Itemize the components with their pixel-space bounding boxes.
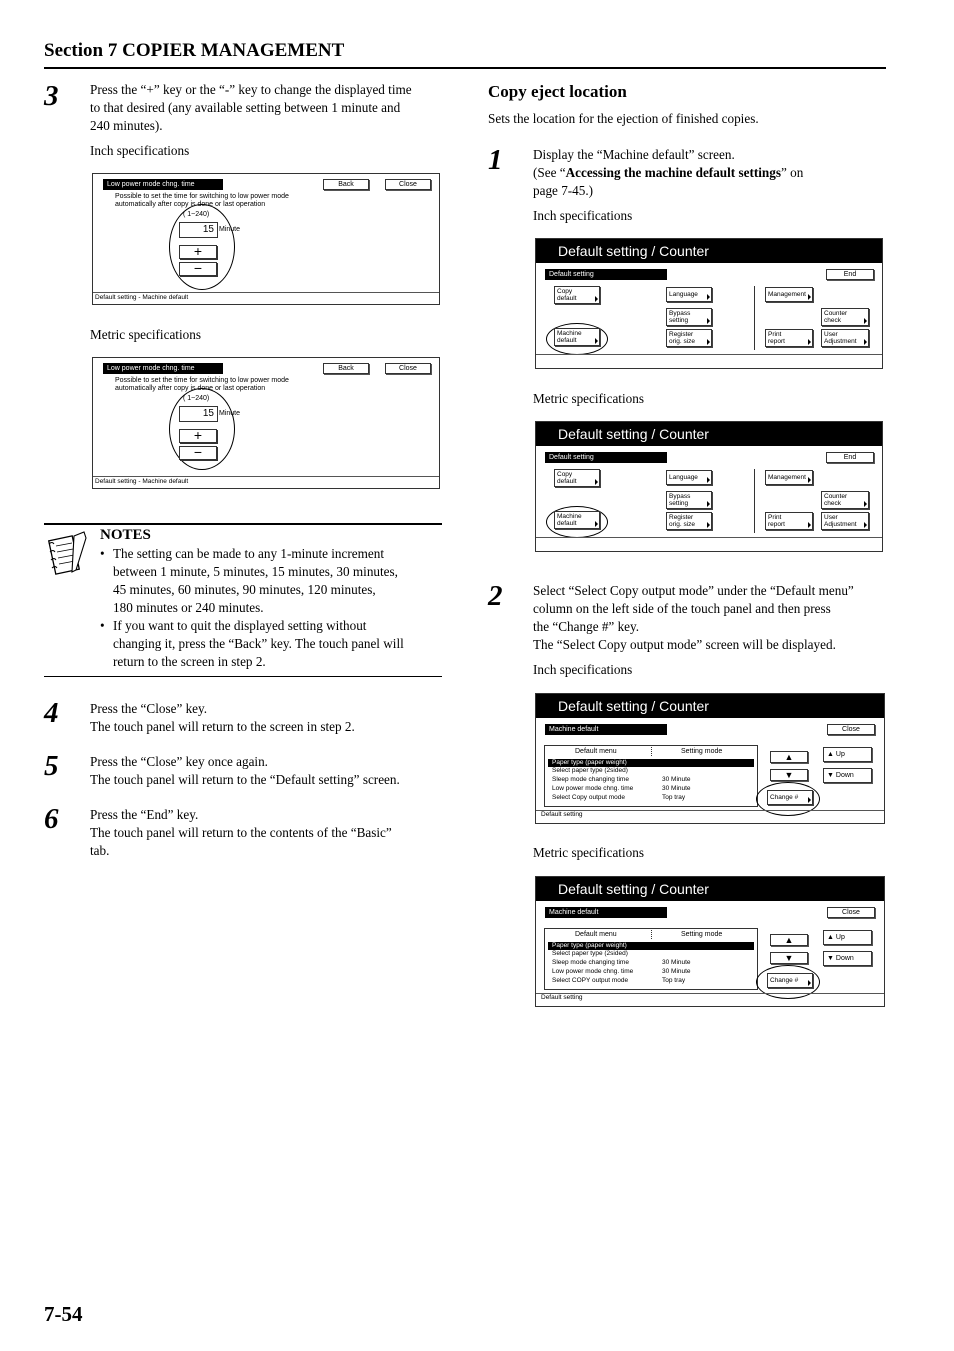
metric-spec-label: Metric specifications xyxy=(533,845,644,860)
close-button[interactable]: Close xyxy=(827,907,875,918)
menu-row[interactable]: Select Copy output mode Top tray xyxy=(552,794,686,801)
default-setting-screen-metric xyxy=(535,421,883,552)
low-power-screen-metric xyxy=(92,357,440,489)
footer-rule xyxy=(93,476,439,477)
section-header: Section 7 COPIER MANAGEMENT xyxy=(44,40,345,61)
change-button[interactable]: Change # xyxy=(767,973,813,988)
copy-default-key[interactable]: Copy default xyxy=(554,469,600,487)
inch-spec-label: Inch specifications xyxy=(533,662,633,677)
counter-check-key[interactable]: Counter check xyxy=(821,491,869,509)
end-button[interactable]: End xyxy=(826,452,874,463)
default-menu-list xyxy=(544,928,758,990)
screen-banner: Default setting / Counter xyxy=(536,694,884,718)
step-1-number: 1 xyxy=(488,144,503,176)
step-6-number: 6 xyxy=(44,803,59,835)
step-3-text: Press the “+” key or the “-” key to change the displayed time to that desired (any available setting between 1 minute and 240 minutes). xyxy=(90,82,412,133)
footer-rule xyxy=(93,292,439,293)
step-5-text: Press the “Close” key once again. The touch panel will return to the “Default setting” screen. xyxy=(90,754,400,787)
description-line-1: Possible to set the time for switching to low power mode xyxy=(115,377,289,384)
change-button[interactable]: Change # xyxy=(767,790,813,805)
footer-rule xyxy=(536,354,882,355)
down-triangle-icon: ▼ xyxy=(827,955,834,962)
menu-row[interactable]: Paper type (paper weight) xyxy=(548,759,754,767)
description-line-2: automatically after copy is done or last operation xyxy=(115,385,266,392)
divider xyxy=(754,286,755,350)
default-setting-screen-inch xyxy=(535,238,883,369)
menu-row[interactable]: Low power mode chng. time 30 Minute xyxy=(552,968,691,975)
menu-row[interactable]: Sleep mode changing time 30 Minute xyxy=(552,776,691,783)
machine-default-screen-metric xyxy=(535,876,885,1007)
up-button[interactable]: ▲ Up xyxy=(823,747,872,762)
machine-default-screen-inch xyxy=(535,693,885,824)
notes-title: NOTES xyxy=(100,527,151,543)
up-triangle-icon: ▲ xyxy=(827,751,834,758)
screen-banner: Default setting / Counter xyxy=(536,877,884,901)
user-adjustment-key[interactable]: User Adjustment xyxy=(821,329,869,347)
back-button[interactable]: Back xyxy=(323,179,369,190)
close-button[interactable]: Close xyxy=(385,179,431,190)
column-separator xyxy=(651,747,652,756)
print-report-key[interactable]: Print report xyxy=(765,512,813,530)
menu-row[interactable]: Select paper type (2sided) xyxy=(552,950,628,957)
bypass-setting-key[interactable]: Bypass setting xyxy=(666,308,712,326)
back-button[interactable]: Back xyxy=(323,363,369,374)
footer-rule xyxy=(536,993,884,994)
close-button[interactable]: Close xyxy=(385,363,431,374)
setting-mode-header: Setting mode xyxy=(681,931,723,938)
inch-spec-label: Inch specifications xyxy=(90,143,190,158)
section-title: Copy eject location xyxy=(488,82,627,101)
end-button[interactable]: End xyxy=(826,269,874,280)
step-6-text: Press the “End” key. The touch panel will return to the contents of the “Basic” tab. xyxy=(90,807,392,858)
step-2-number: 2 xyxy=(488,580,503,612)
metric-spec-label: Metric specifications xyxy=(533,391,644,406)
notes-top-rule xyxy=(44,523,442,525)
plus-button[interactable]: + xyxy=(179,245,217,259)
time-value-display: 15 xyxy=(179,406,218,422)
divider xyxy=(754,469,755,533)
screen-banner: Default setting / Counter xyxy=(536,422,882,446)
description-line-2: automatically after copy is done or last operation xyxy=(115,201,266,208)
description-line-1: Possible to set the time for switching to low power mode xyxy=(115,193,289,200)
language-key[interactable]: Language xyxy=(666,287,712,302)
screen-footer: Default setting - Machine default xyxy=(95,478,189,485)
screen-footer: Default setting xyxy=(541,811,583,818)
down-button[interactable]: ▼ Down xyxy=(823,951,872,966)
screen-title-bar: Machine default xyxy=(545,907,667,918)
machine-default-key[interactable]: Machine default xyxy=(554,511,600,529)
menu-row[interactable]: Low power mode chng. time 30 Minute xyxy=(552,785,691,792)
screen-title-bar: Low power mode chng. time xyxy=(103,179,223,190)
step-1-text: Display the “Machine default” screen. (See “Accessing the machine default settings” on page 7-45.) xyxy=(533,147,804,198)
register-orig-size-key[interactable]: Register orig. size xyxy=(666,512,712,530)
minus-button[interactable]: − xyxy=(179,262,217,276)
screen-title-bar: Default setting xyxy=(545,452,667,463)
up-button[interactable]: ▲ Up xyxy=(823,930,872,945)
machine-default-key[interactable]: Machine default xyxy=(554,328,600,346)
menu-row[interactable]: Sleep mode changing time 30 Minute xyxy=(552,959,691,966)
down-button[interactable]: ▼ Down xyxy=(823,768,872,783)
menu-row[interactable]: Select paper type (2sided) xyxy=(552,767,628,774)
scroll-down-arrow-icon[interactable]: ▼ xyxy=(770,952,808,964)
time-value-display: 15 xyxy=(179,222,218,238)
notes-bottom-rule xyxy=(44,676,442,677)
notes-list xyxy=(100,545,445,671)
default-menu-header: Default menu xyxy=(575,748,617,755)
scroll-up-arrow-icon[interactable]: ▲ xyxy=(770,751,808,763)
default-menu-header: Default menu xyxy=(575,931,617,938)
screen-title-bar: Machine default xyxy=(545,724,667,735)
copy-default-key[interactable]: Copy default xyxy=(554,286,600,304)
counter-check-key[interactable]: Counter check xyxy=(821,308,869,326)
management-key[interactable]: Management xyxy=(765,287,813,302)
unit-label: Minute xyxy=(219,226,241,233)
screen-footer: Default setting - Machine default xyxy=(95,294,189,301)
scroll-up-arrow-icon[interactable]: ▲ xyxy=(770,934,808,946)
screen-banner: Default setting / Counter xyxy=(536,239,882,263)
menu-row[interactable]: Paper type (paper weight) xyxy=(548,942,754,950)
screen-title-bar: Default setting xyxy=(545,269,667,280)
register-orig-size-key[interactable]: Register orig. size xyxy=(666,329,712,347)
range-label: ( 1~240) xyxy=(183,211,210,218)
step-4-number: 4 xyxy=(44,697,59,729)
metric-spec-label: Metric specifications xyxy=(90,327,201,342)
down-triangle-icon: ▼ xyxy=(827,772,834,779)
step-5-number: 5 xyxy=(44,750,59,782)
range-label: ( 1~240) xyxy=(183,395,210,402)
plus-button[interactable]: + xyxy=(179,429,217,443)
print-report-key[interactable]: Print report xyxy=(765,329,813,347)
step-2-text: Select “Select Copy output mode” under the “Default menu” column on the left side of the touch panel and then press the “Change #” key. The “Select Copy output mode” screen will be displayed. xyxy=(533,583,854,652)
footer-rule xyxy=(536,810,884,811)
bypass-setting-key[interactable]: Bypass setting xyxy=(666,491,712,509)
up-triangle-icon: ▲ xyxy=(827,934,834,941)
low-power-screen-inch xyxy=(92,173,440,305)
setting-mode-header: Setting mode xyxy=(681,748,723,755)
scroll-down-arrow-icon[interactable]: ▼ xyxy=(770,769,808,781)
management-key[interactable]: Management xyxy=(765,470,813,485)
page-number: 7-54 xyxy=(44,1302,83,1326)
screen-footer: Default setting xyxy=(541,994,583,1001)
unit-label: Minute xyxy=(219,410,241,417)
footer-rule xyxy=(536,537,882,538)
inch-spec-label: Inch specifications xyxy=(533,208,633,223)
menu-row[interactable]: Select COPY output mode Top tray xyxy=(552,977,686,984)
close-button[interactable]: Close xyxy=(827,724,875,735)
screen-title-bar: Low power mode chng. time xyxy=(103,363,223,374)
language-key[interactable]: Language xyxy=(666,470,712,485)
step-4-text: Press the “Close” key. The touch panel will return to the screen in step 2. xyxy=(90,701,355,734)
section-intro: Sets the location for the ejection of finished copies. xyxy=(488,111,759,126)
header-rule xyxy=(44,67,886,69)
minus-button[interactable]: − xyxy=(179,446,217,460)
note-item: • The setting can be made to any 1-minute increment between 1 minute, 5 minutes, 15 minutes, 30 minutes, 45 minutes, 60 minutes, 90 minutes, 120 minutes, 180 minutes or 240 minutes. xyxy=(100,545,445,617)
default-menu-list xyxy=(544,745,758,807)
column-separator xyxy=(651,930,652,939)
notepad-icon xyxy=(46,530,90,582)
step-3-number: 3 xyxy=(44,80,59,112)
user-adjustment-key[interactable]: User Adjustment xyxy=(821,512,869,530)
note-item: • If you want to quit the displayed setting without changing it, press the “Back” key. The touch panel will return to the screen in step 2. xyxy=(100,617,445,671)
